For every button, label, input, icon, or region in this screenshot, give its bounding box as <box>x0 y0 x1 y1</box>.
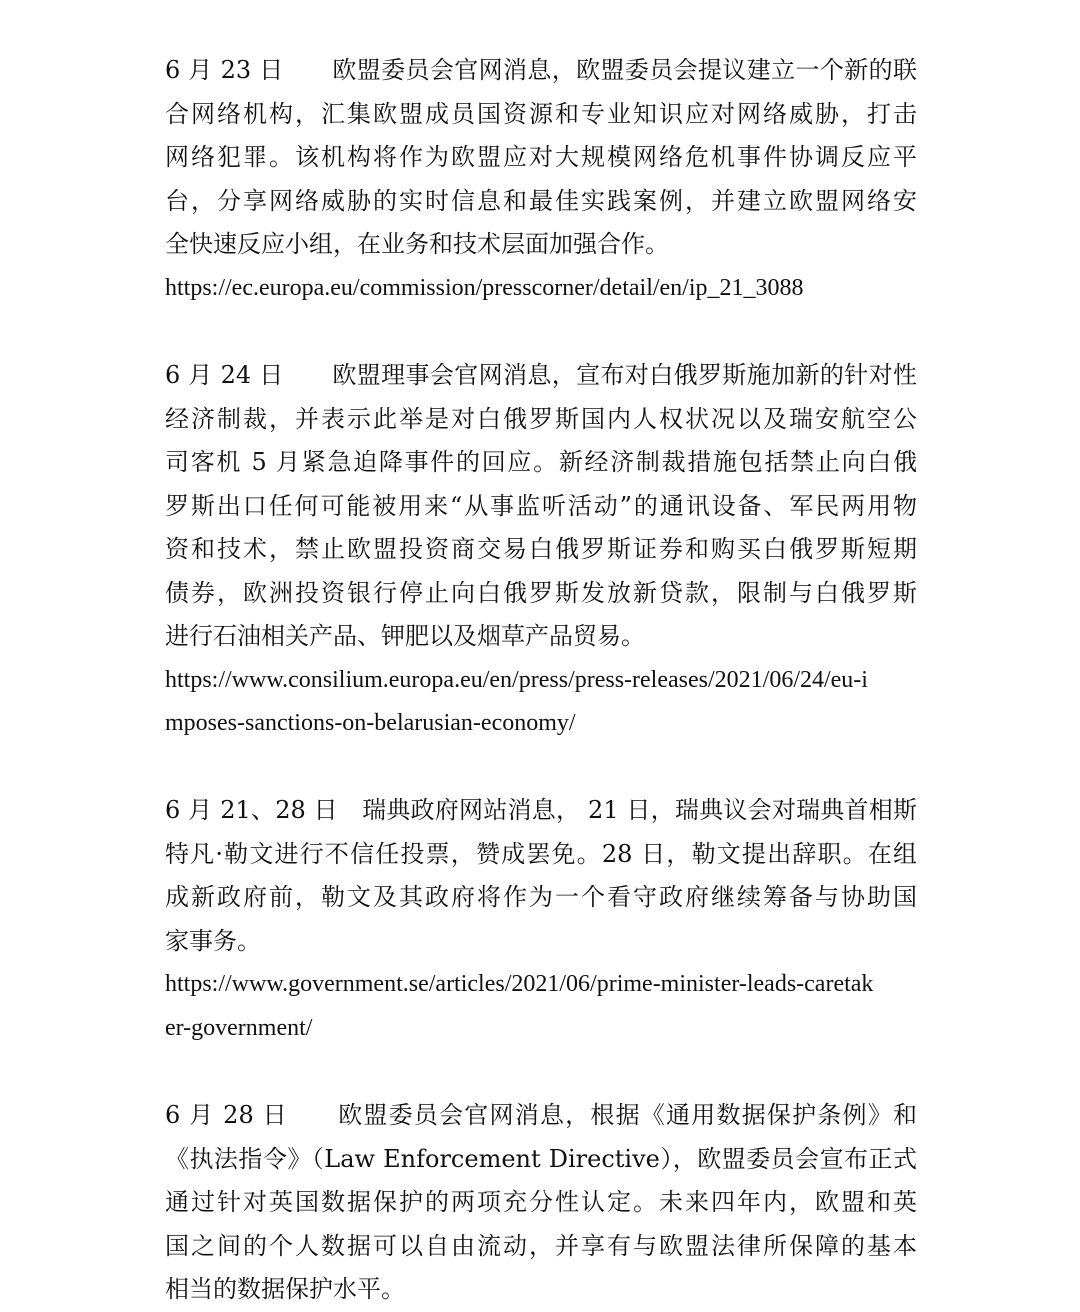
entry-text-line: 特凡·勒文进行不信任投票，赞成罢免。28 日，勒文提出辞职。在组 <box>165 839 917 868</box>
entry-text-line: 国之间的个人数据可以自由流动，并享有与欧盟法律所保障的基本 <box>165 1231 917 1260</box>
source-url: https://ec.europa.eu/commission/presscorner/detail/en/ip_21_3088 <box>165 274 804 301</box>
entry-text-line: 进行石油相关产品、钾肥以及烟草产品贸易。 <box>165 622 645 650</box>
entry-text-line: 罗斯出口任何可能被用来“从事监听活动”的通讯设备、军民两用物 <box>165 491 917 520</box>
entry-text-line: 成新政府前，勒文及其政府将作为一个看守政府继续筹备与协助国 <box>165 883 917 911</box>
news-entry-belarus-sanctions <box>165 354 917 746</box>
entry-text-line: 6 月 23 日 欧盟委员会官网消息，欧盟委员会提议建立一个新的联 <box>165 56 917 84</box>
news-entry-uk-data-adequacy <box>165 1094 917 1312</box>
entry-text-line: 债券，欧洲投资银行停止向白俄罗斯发放新贷款，限制与白俄罗斯 <box>165 578 917 607</box>
entry-text-line: 6 月 24 日 欧盟理事会官网消息，宣布对白俄罗斯施加新的针对性 <box>165 361 917 389</box>
entry-text-line: 资和技术，禁止欧盟投资商交易白俄罗斯证券和购买白俄罗斯短期 <box>165 535 917 563</box>
entry-text-line: 《执法指令》（Law Enforcement Directive），欧盟委员会宣布正式 <box>165 1144 917 1173</box>
entry-text-line: 合网络机构，汇集欧盟成员国资源和专业知识应对网络威胁，打击 <box>165 99 917 128</box>
news-entry-sweden-government <box>165 789 917 1050</box>
entry-text-line: 经济制裁，并表示此举是对白俄罗斯国内人权状况以及瑞安航空公 <box>165 404 917 433</box>
source-url: https://www.government.se/articles/2021/06/prime-minister-leads-caretak <box>165 971 874 997</box>
entry-text-line: 司客机 5 月紧急迫降事件的回应。新经济制裁措施包括禁止向白俄 <box>165 448 917 476</box>
entry-text-line: 6 月 21、28 日 瑞典政府网站消息， 21 日，瑞典议会对瑞典首相斯 <box>165 796 917 824</box>
entry-text-line: 家事务。 <box>165 926 261 955</box>
entry-text-line: 6 月 28 日 欧盟委员会官网消息，根据《通用数据保护条例》和 <box>165 1101 917 1129</box>
entry-text-line: 台，分享网络威胁的实时信息和最佳实践案例，并建立欧盟网络安 <box>165 186 917 215</box>
news-entry-eu-cyber-unit <box>165 49 917 310</box>
source-url: er-government/ <box>165 1014 313 1041</box>
source-url: https://www.consilium.europa.eu/en/press/press-releases/2021/06/24/eu-i <box>165 666 868 693</box>
entry-text-line: 网络犯罪。该机构将作为欧盟应对大规模网络危机事件协调反应平 <box>165 143 917 171</box>
source-url: mposes-sanctions-on-belarusian-economy/ <box>165 710 576 736</box>
entry-text-line: 通过针对英国数据保护的两项充分性认定。未来四年内，欧盟和英 <box>165 1188 917 1216</box>
entry-text-line: 相当的数据保护水平。 <box>165 1275 405 1303</box>
entry-text-line: 全快速反应小组，在业务和技术层面加强合作。 <box>165 230 669 258</box>
